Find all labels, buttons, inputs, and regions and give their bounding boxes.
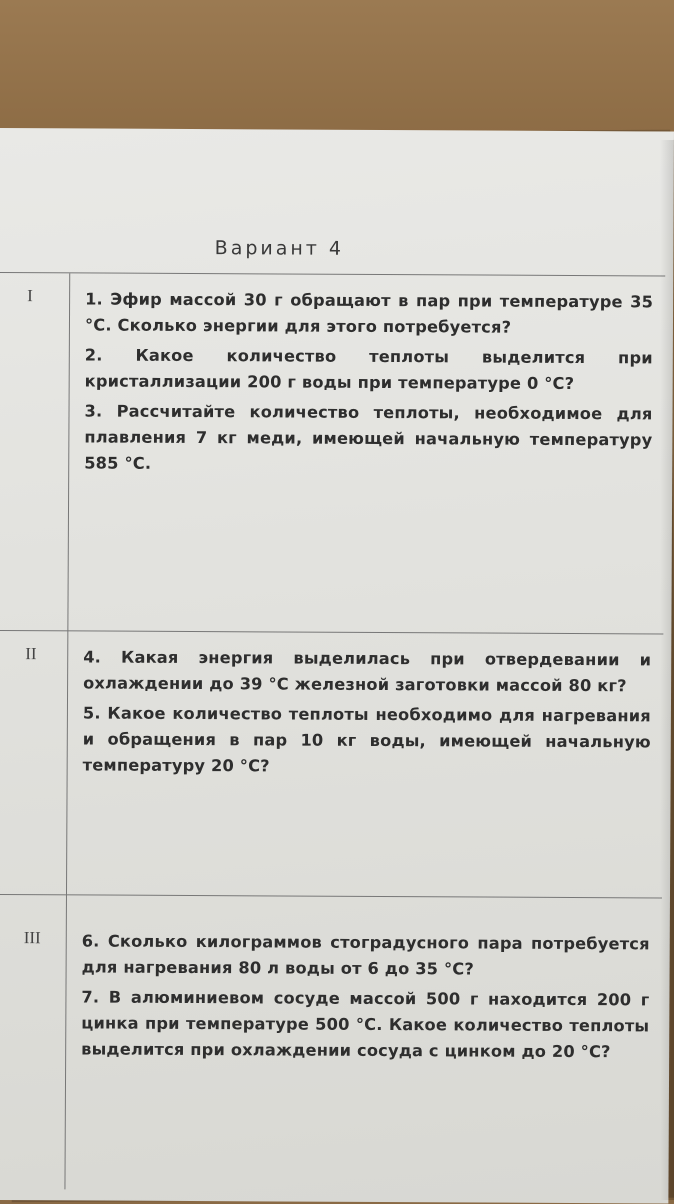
page-edge bbox=[660, 140, 674, 1200]
section-divider-1 bbox=[0, 630, 663, 634]
problem-6: 6. Сколько килограммов стоградусного пара потребуется для нагревания 80 л воды от 6 до 35 °С? bbox=[81, 931, 650, 979]
textbook-page bbox=[0, 128, 674, 1204]
table-column-divider bbox=[64, 273, 70, 1189]
section-label-1: I bbox=[27, 286, 33, 306]
problem-1: 1. Эфир массой 30 г обращают в пар при температуре 35 °С. Сколько энергии для этого потребуется? bbox=[84, 289, 654, 337]
section-divider-2 bbox=[0, 894, 662, 898]
problem-3: 3. Рассчитайте количество теплоты, необходимое для плавления 7 кг меди, имеющей начальную температуру 585 °С. bbox=[84, 401, 653, 473]
page-title: Вариант 4 bbox=[214, 237, 345, 260]
problem-5: 5. Какое количество теплоты необходимо для нагревания и обращения в пар 10 кг воды, имеющей начальную температуру 20 °С? bbox=[82, 703, 651, 776]
section-label-3: III bbox=[23, 928, 41, 948]
table-top-rule bbox=[0, 272, 665, 276]
problem-2: 2. Какое количество теплоты выделится при кристаллизации 200 г воды при температуре 0 °С? bbox=[84, 345, 653, 394]
section-label-2: II bbox=[25, 644, 37, 664]
problem-4: 4. Какая энергия выделилась при отвердевании и охлаждении до 39 °С железной заготовки массой 80 кг? bbox=[83, 647, 652, 696]
problem-7: 7. В алюминиевом сосуде массой 500 г находится 200 г цинка при температуре 500 °С. Какое количество теплоты выделится при охлаждении сосуда с цинком до 20 °С? bbox=[81, 987, 650, 1062]
